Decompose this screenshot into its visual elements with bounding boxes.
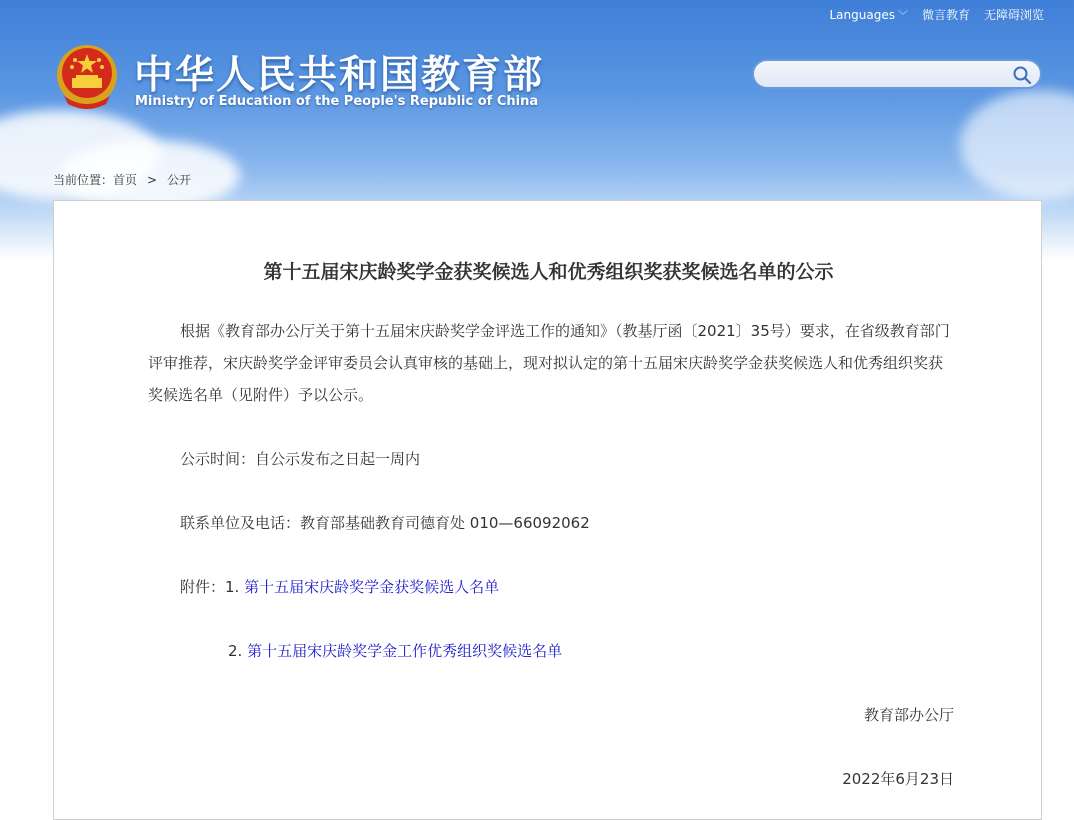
attachment-1-number: 1. [225, 578, 240, 596]
chevron-down-icon: ﹀ [897, 11, 908, 22]
publish-date: 2022年6月23日 [842, 770, 954, 788]
article-title: 第十五届宋庆龄奖学金获奖候选人和优秀组织奖获奖候选名单的公示 [263, 261, 834, 283]
publicity-period: 公示时间：自公示发布之日起一周内 [180, 450, 421, 468]
breadcrumb-home-link[interactable]: 首页 [113, 173, 138, 187]
attachment-2-number: 2. [228, 642, 243, 660]
search-input[interactable] [752, 59, 1042, 89]
breadcrumb-current-link[interactable]: 公开 [167, 173, 192, 187]
top-links [829, 6, 1044, 23]
accessible-browsing-link[interactable]: 无障碍浏览 [983, 8, 1044, 22]
article-body: 根据《教育部办公厅关于第十五届宋庆龄奖学金评选工作的通知》（教基厅函〔2021〕35号）要求，在省级教育部门评审推荐，宋庆龄奖学金评审委员会认真审核的基础上，现对拟认定的第十五届宋庆龄奖学金获奖候选人和优秀组织奖获奖候选名单（见附件）予以公示。 [148, 322, 950, 404]
signature: 教育部办公厅 [863, 706, 954, 724]
languages-label: Languages [829, 8, 895, 22]
breadcrumb [53, 171, 191, 188]
article-panel [53, 200, 1042, 820]
attachment-row-2 [228, 635, 954, 667]
attachment-1-link[interactable]: 第十五届宋庆龄奖学金获奖候选人名单 [244, 578, 500, 596]
site-title[interactable]: 中华人民共和国教育部 [134, 53, 545, 98]
dandelion-decoration [960, 90, 1074, 200]
contact-info: 联系单位及电话：教育部基础教育司德育处 010—66092062 [180, 514, 590, 532]
attachments-label: 附件： [180, 578, 226, 596]
site-subtitle: Ministry of Education of the People's Republic of China [135, 94, 539, 109]
search-icon[interactable] [1012, 65, 1032, 85]
breadcrumb-prefix: 当前位置： [53, 173, 114, 187]
chevron-right-icon: > [147, 173, 158, 187]
languages-menu[interactable] [829, 7, 907, 22]
attachment-row-1 [148, 571, 954, 603]
weibo-link[interactable]: 微言教育 [921, 8, 970, 22]
attachment-2-link[interactable]: 第十五届宋庆龄奖学金工作优秀组织奖候选名单 [247, 642, 563, 660]
national-emblem-icon [54, 42, 120, 112]
